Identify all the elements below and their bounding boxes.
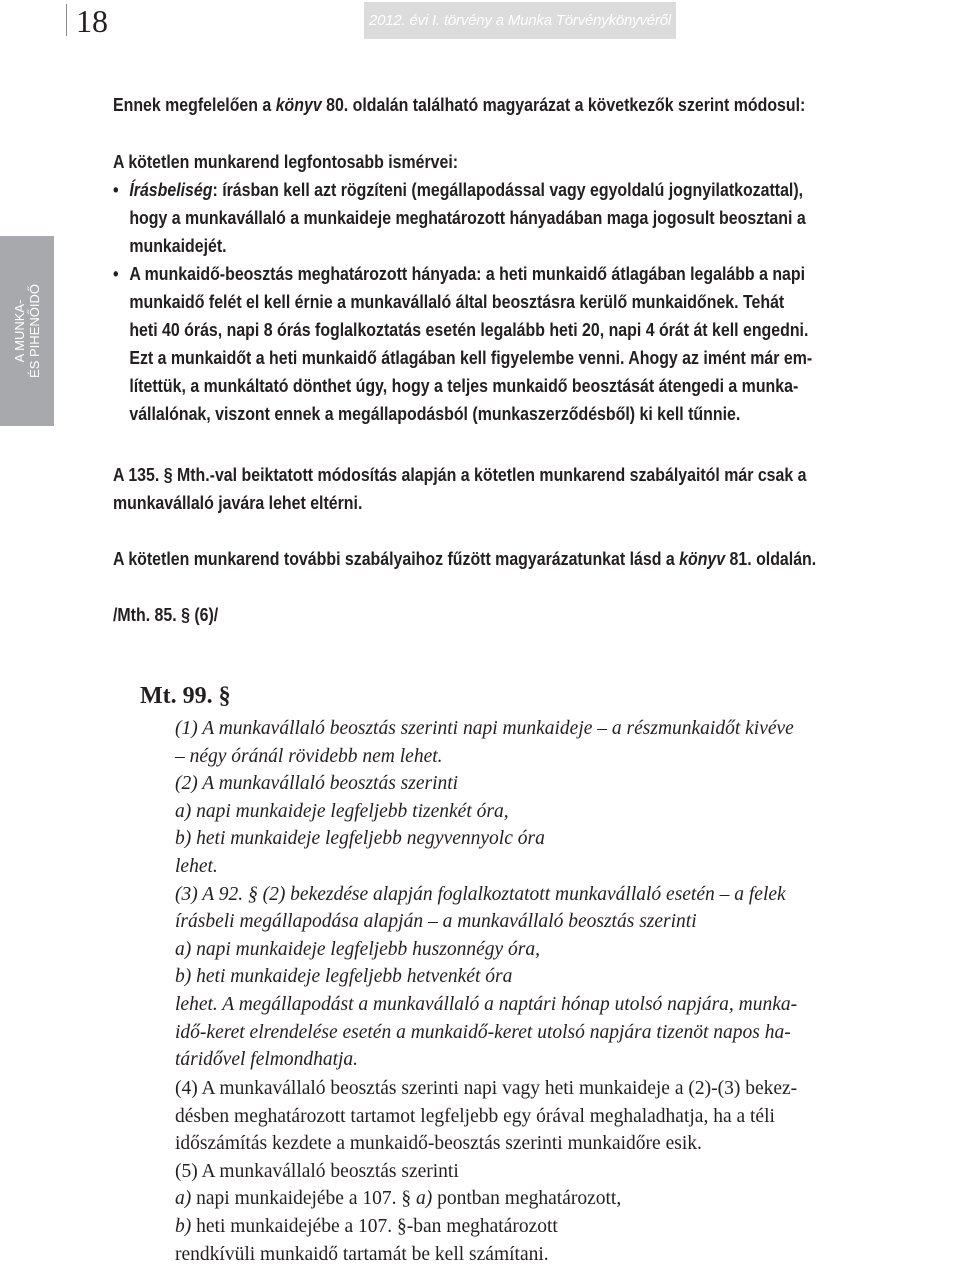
law-s3-line-7: táridővel felmondhatja.	[175, 1049, 359, 1071]
law-s5-a-text-2: pontban meghatározott,	[432, 1188, 622, 1210]
law-s4-line-3: időszámítás kezdete a munkaidő-beosztás szerinti munkaidőre esik.	[175, 1133, 702, 1155]
section-135-paragraph	[113, 461, 835, 517]
law-s3-line-5: lehet. A megállapodást a munkavállaló a naptári hónap utolsó napjára, munka-	[175, 993, 798, 1015]
chapter-side-tab	[0, 236, 54, 426]
criteria-b1-line-3: munkaidejét.	[129, 235, 227, 256]
bullet-icon: •	[113, 263, 119, 284]
law-s2-end: lehet.	[175, 855, 218, 877]
law-s3-line-2: írásbeli megállapodása alapján – a munkavállaló beosztás szerinti	[175, 911, 697, 933]
law-s3-line-1: (3) A 92. § (2) bekezdése alapján foglalkoztatott munkavállaló esetén – a felek	[175, 883, 786, 905]
intro-text-1: Ennek megfelelően a	[113, 94, 276, 115]
header-divider	[66, 4, 67, 36]
criteria-b2-line-3: heti 40 órás, napi 8 órás foglalkoztatás esetén legalább heti 20, napi 4 órát át kell engedni.	[129, 319, 809, 340]
intro-book-ref: könyv	[275, 94, 322, 115]
law-s5-b	[175, 1213, 935, 1241]
criteria-bullet-1	[113, 176, 835, 260]
law-s5-b-marker: b)	[175, 1215, 192, 1237]
running-header-title: 2012. évi I. törvény a Munka Törvénykönyvéről	[369, 12, 671, 29]
law-s1-line-2: – négy óránál rövidebb nem lehet.	[175, 745, 443, 767]
law-subsections-4-5	[175, 1075, 935, 1268]
law-s3-a: a) napi munkaideje legfeljebb huszonnégy óra,	[175, 938, 541, 960]
mth-reference-text: /Mth. 85. § (6)/	[113, 604, 219, 625]
running-header	[364, 2, 676, 39]
bullet-icon: •	[113, 179, 119, 200]
law-s3-line-6: idő-keret elrendelése esetén a munkaidő-keret utolsó napjára tizenöt napos ha-	[175, 1021, 791, 1043]
section-135-line-2: munkavállaló javára lehet eltérni.	[113, 492, 363, 513]
side-tab-line-1: A MUNKA-	[12, 299, 27, 363]
law-s5-a-marker: a)	[175, 1188, 192, 1210]
law-s2-a: a) napi munkaideje legfeljebb tizenkét óra,	[175, 800, 509, 822]
mth-reference	[113, 601, 835, 629]
law-s2-line-1: (2) A munkavállaló beosztás szerinti	[175, 773, 459, 795]
further-book-ref: könyv	[679, 548, 726, 569]
law-s5-a-marker-2: a)	[415, 1188, 433, 1210]
law-s5-a	[175, 1185, 935, 1213]
criteria-b2-line-1: A munkaidő-beosztás meghatározott hányada: a heti munkaidő átlagában legalább a napi	[129, 263, 806, 284]
criteria-b2-line-5: lítettük, a munkáltató dönthet úgy, hogy a teljes munkaidő beosztását átengedi a munka-	[129, 375, 799, 396]
criteria-b2-line-6: vállalónak, viszont ennek a megállapodásból (munkaszerződésből) ki kell tűnnie.	[129, 403, 741, 424]
criteria-heading: A kötetlen munkarend legfontosabb ismérvei:	[113, 151, 459, 172]
further-text-2: 81. oldalán.	[725, 548, 817, 569]
criteria-b1-line-2: hogy a munkavállaló a munkaideje meghatározott hányadában maga jogosult beosztani a	[129, 207, 806, 228]
criteria-term: Írásbeliség	[129, 179, 213, 200]
law-s2-b: b) heti munkaideje legfeljebb negyvennyolc óra	[175, 828, 545, 850]
chapter-side-tab-label	[12, 241, 42, 421]
criteria-b1-line-1: : írásban kell azt rögzíteni (megállapodással vagy egyoldalú jognyilatkozattal),	[212, 179, 804, 200]
law-subsections-1-3	[175, 715, 935, 1074]
law-s5-end: rendkívüli munkaidő tartamát be kell számítani.	[175, 1243, 549, 1265]
law-section-heading: Mt. 99. §	[140, 683, 231, 709]
law-s5-b-text: heti munkaidejébe a 107. §-ban meghatározott	[191, 1215, 558, 1237]
section-135-line-1: A 135. § Mth.-val beiktatott módosítás alapján a kötetlen munkarend szabályaitól már csak a	[113, 464, 807, 485]
law-s1-line-1: (1) A munkavállaló beosztás szerinti napi munkaideje – a részmunkaidőt kivéve	[175, 718, 794, 739]
criteria-bullet-2	[113, 260, 835, 428]
law-s4-line-1: (4) A munkavállaló beosztás szerinti napi vagy heti munkaideje a (2)-(3) bekez-	[175, 1078, 798, 1099]
intro-paragraph	[113, 91, 835, 119]
criteria-b2-line-4: Ezt a munkaidőt a heti munkaidő átlagában kell figyelembe venni. Ahogy az imént már em-	[129, 347, 813, 368]
law-s4-line-2: désben meghatározott tartamot legfeljebb egy órával meghaladhatja, ha a téli	[175, 1105, 775, 1127]
criteria-section	[113, 148, 835, 428]
intro-text-2: 80. oldalán található magyarázat a következők szerint módosul:	[321, 94, 806, 115]
further-rules-paragraph	[113, 545, 835, 573]
criteria-b2-line-2: munkaidő felét el kell érnie a munkavállaló által beosztásra kerülő munkaidőnek. Tehát	[129, 291, 785, 312]
further-text-1: A kötetlen munkarend további szabályaihoz fűzött magyarázatunkat lásd a	[113, 548, 680, 569]
side-tab-line-2: ÉS PIHENŐIDŐ	[27, 284, 42, 378]
law-s5-line-1: (5) A munkavállaló beosztás szerinti	[175, 1160, 459, 1182]
page-number: 18	[76, 3, 108, 39]
law-s3-b: b) heti munkaideje legfeljebb hetvenkét óra	[175, 966, 513, 988]
law-s5-a-text-1: napi munkaidejébe a 107. §	[191, 1188, 416, 1210]
